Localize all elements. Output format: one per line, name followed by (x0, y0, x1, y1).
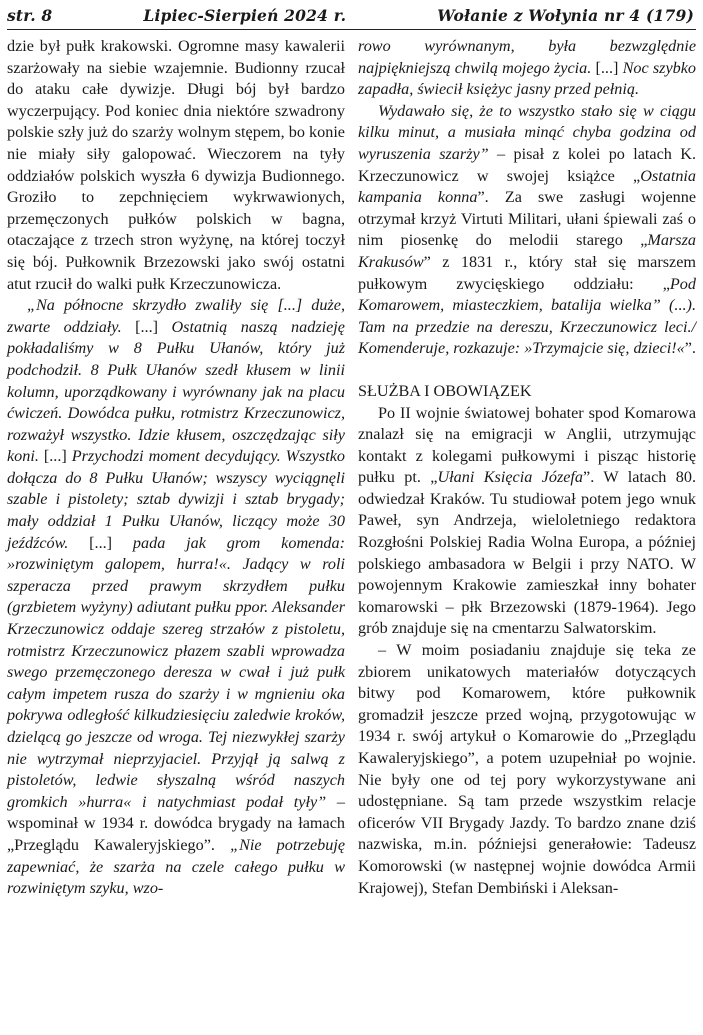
paragraph: dzie był pułk krakowski. Ogromne masy kawalerii szarżowały na siebie wzajemnie. Budionny rzucał do ataku całe dywizje. Długi bój był bardzo wyczerpujący. Pod koniec dnia niektóre szwadrony polskie szły już do szarży wolnym stępem, bo konie nie miały siły galopować. Wieczorem na tyły oddziałów polskich wyszła 6 dywizja Budionnego. Groziło to zepchnięciem wykrwawionych, przemęczonych pułków polskich w bagna, otaczające z trzech stron wyżynę, na której toczył się bój. Pułkownik Brzezowski jako swój ostatni atut rzucił do walki pułk Krzeczunowicza. (7, 37, 345, 293)
page-number: str. 8 (7, 6, 53, 25)
quote-continuation: rowo wyrównanym, była bezwzględnie najpiękniejszą chwilą mojego życia. [...] Noc szybko zapadła, świecił księżyc jasny przed pełnią. (358, 37, 697, 99)
quote-paragraph: „Na północne skrzydło zwaliły się [...] duże, zwarte oddziały. [...] Ostatnią naszą nadzieję pokładaliśmy w 8 Pułku Ułanów, który już podchodził. 8 Pułk Ułanów szedł kłusem w linii kolumn, uporządkowany i wyrównany jak na placu ćwiczeń. Dowódca pułku, rotmistrz Krzeczunowicz, rozważył wszystko. Idzie kłusem, oszczędzając siły koni. [...] Przychodzi moment decydujący. Wszystko dołącza do 8 Pułku Ułanów; wszyscy wyciągnęli szable i pistolety; sztab dywizji i sztab brygady; mały oddział 1 Pułku Ułanów, liczący może 30 jeźdźców. [...] pada jak grom komenda: »rozwiniętym galopem, hurra!«. Jadący w roli szperacza przed prawym skrzydłem pułku (grzbietem wyżyny) adiutant pułku ppor. Aleksander Krzeczunowicz oddaje szereg strzałów z pistoletu, rotmistrz Krzeczunowicz płazem szabli wprowadza swego przemęczonego deresza w cwał i już pułk całym impetem rusza do szarży i w mgnieniu oka pokrywa odległość kilkudziesięciu zaledwie kroków, dzielącą go jeszcze od wroga. Tej niezwykłej szarży nie wytrzymał nieprzyjaciel. Przyjął ją salwą z pistoletów, ledwie słyszalną wśród naszych gromkich »hurra« i natychmiast podał tyły” – wspominał w 1934 r. dowódca brygady na łamach „Przeglądu Kawaleryjskiego”. „Nie potrzebuję zapewniać, że szarża na czele całego pułku w rozwiniętym szyku, wzo- (7, 296, 346, 898)
paragraph: Po II wojnie światowej bohater spod Komarowa znalazł się na emigracji w Anglii, utrzymując kontakt z kolegami pułkowymi i pisząc historię pułku pt. „Ułani Księcia Józefa”. W latach 80. odwiedzał Kraków. Tu studiował potem jego wnuk Paweł, syn Andrzeja, wieloletniego redaktora Rozgłośni Polskiej Radia Wolna Europa, a później polskiego ambasadora w Belgii i przy NATO. W powojennym Krakowie zamieszkał inny bohater komarowski – płk Brzezowski (1879-1964). Jego grób znajduje się na cmentarzu Salwatorskim. (358, 403, 696, 638)
right-column (358, 36, 696, 900)
page-header (7, 0, 696, 30)
paragraph: – W moim posiadaniu znajduje się teka ze zbiorem unikatowych materiałów dotyczących bitwy pod Komarowem, które pułkownik gromadził jeszcze przed wojną, przygotowując w 1934 r. swój artykuł o Komarowie do „Przeglądu Kawaleryjskiego”, a potem uzupełniał po wojnie. Nie były one od tej pory wykorzystywane ani udostępniane. Są tam przede wszystkim relacje oficerów VII Brygady Jazdy. To bardzo znane dziś nazwiska, m.in. późniejsi generałowie: Tadeusz Komorowski (w następnej wojnie dowódca Armii Krajowej), Stefan Dembiński i Aleksan- (358, 641, 696, 897)
issue-date: Lipiec-Sierpień 2024 r. (143, 6, 347, 25)
publication-title: Wołanie z Wołynia nr 4 (179) (437, 6, 694, 25)
article-columns (7, 36, 696, 900)
left-column (7, 36, 345, 900)
section-heading: SŁUŻBA I OBOWIĄZEK (358, 381, 532, 400)
paragraph: Wydawało się, że to wszystko stało się w ciągu kilku minut, a musiała minąć chyba godzina od wyruszenia szarży” – pisał z kolei po latach K. Krzeczunowicz w swojej książce „Ostatnia kampania konna”. Za swe zasługi wojenne otrzymał krzyż Virtuti Militari, ułani śpiewali zaś o nim piosenkę do melodii starego „Marsza Krakusów” z 1831 r., który stał się marszem pułkowym zwycięskiego oddziału: „Pod Komarowem, miasteczkiem, batalija wielka” (...). Tam na przedzie na dereszu, Krzeczunowicz leci./ Komenderuje, rozkazuje: »Trzymajcie się, dzieci!«”. (358, 101, 697, 358)
